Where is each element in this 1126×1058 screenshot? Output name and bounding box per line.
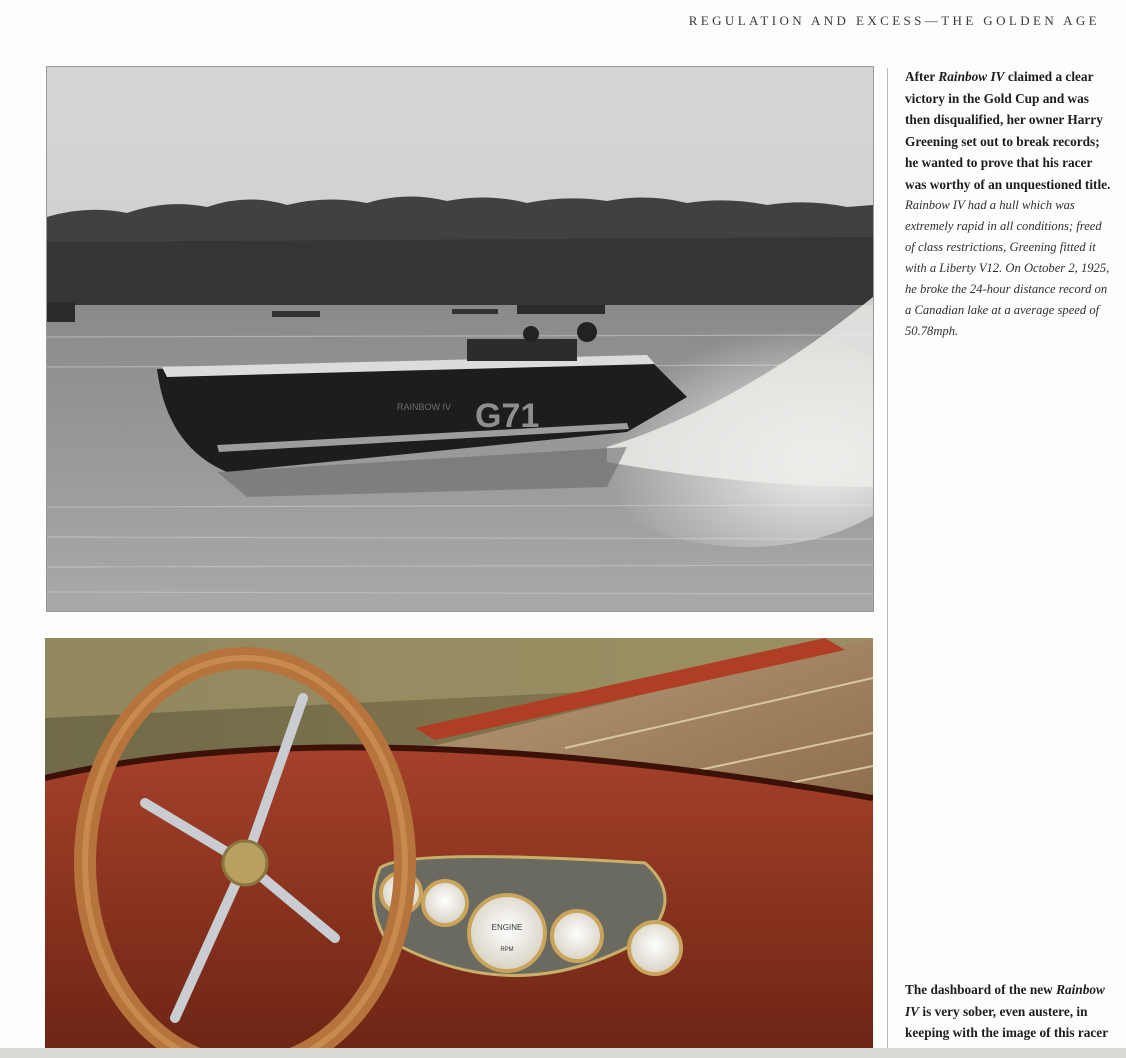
column-divider: [887, 68, 888, 1058]
gauge-label: ENGINE: [491, 923, 523, 932]
hull-name: RAINBOW IV: [397, 402, 452, 412]
caption-bottom: [905, 979, 1113, 1044]
caption-bottom-lead-1: The dashboard of the new: [905, 982, 1057, 997]
bottom-edge: [0, 1048, 1126, 1058]
caption-bottom-boat-name: Rainbow IV: [905, 982, 1105, 1019]
caption-top: [905, 66, 1113, 342]
caption-top-boat-name: Rainbow IV: [938, 69, 1005, 84]
caption-bottom-lead-2: is very sober, even austere, in keeping with the image of this racer: [905, 1003, 1109, 1040]
photo-racing-boat: [46, 66, 874, 612]
running-head: REGULATION AND EXCESS—THE GOLDEN AGE: [688, 13, 1100, 28]
caption-top-lead: [905, 66, 1113, 195]
caption-top-body: Rainbow IV had a hull which was extremely rapid in all conditions; freed of class restrictions, Greening fitted it with a Liberty V12. On October 2, 1925, he broke the 24-hour distance record on a Canadian lake at a average speed of 50.78mph.: [905, 198, 1110, 338]
caption-top-lead-2: claimed a clear victory in the Gold Cup and was then disqualified, her owner Harry Greening set out to break records; he wanted to prove that his racer was worthy of an unquestioned title.: [905, 69, 1111, 192]
caption-bottom-lead: [905, 979, 1113, 1044]
photo-dashboard: [45, 638, 873, 1058]
caption-top-lead-1: After: [905, 69, 939, 84]
gauge-unit: RPM: [500, 947, 514, 953]
hull-number: G71: [475, 397, 540, 435]
